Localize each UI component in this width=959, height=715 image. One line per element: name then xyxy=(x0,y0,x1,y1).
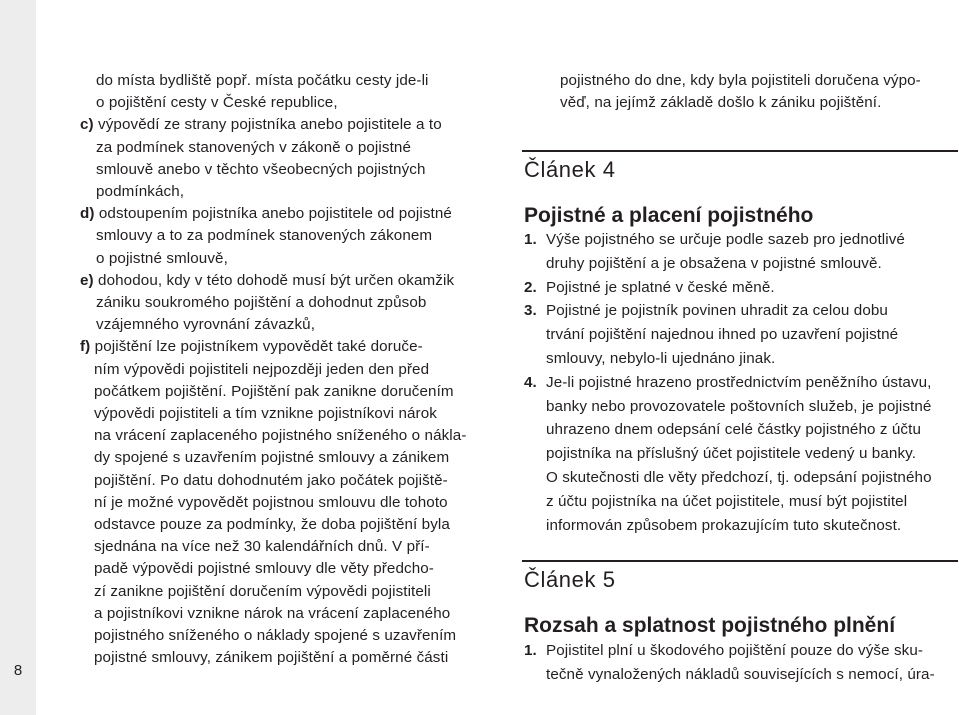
line-text: odstoupením pojistníka anebo pojistitele od pojistné xyxy=(94,205,452,223)
line-text: zániku soukromého pojištění a dohodnut způsob xyxy=(96,294,427,311)
line-text: dy spojené s uzavřením pojistné smlouvy a zánikem xyxy=(94,449,450,467)
list-line-text: tečně vynaložených nákladů souvisejících s nemocí, úra- xyxy=(546,665,935,683)
intro-line: věď, na jejímž základě došlo k zániku pojištění. xyxy=(560,94,882,111)
text-line xyxy=(80,336,423,358)
list-line-text: informován způsobem prokazujícím tuto skutečnost. xyxy=(546,516,902,534)
list-line-text: pojistníka na příslušný účet pojistitele vedený u banky. xyxy=(546,445,917,463)
text-line xyxy=(94,536,430,558)
text-line xyxy=(96,137,411,159)
page-margin-strip xyxy=(0,0,36,715)
list-line-text: z účtu pojistníka na účet pojistitele, musí být pojistitel xyxy=(546,492,908,510)
list-line-text: Pojistné je splatné v české měně. xyxy=(546,278,775,296)
line-text: padě výpovědi pojistné smlouvy dle věty předcho- xyxy=(94,560,434,578)
line-text: sjednána na více než 30 kalendářních dnů. V pří- xyxy=(94,538,430,556)
text-line xyxy=(94,447,449,469)
list-number: 4. xyxy=(524,373,537,391)
list-number: 2. xyxy=(524,278,537,296)
text-line xyxy=(96,248,228,270)
text-line xyxy=(96,292,426,314)
text-line xyxy=(94,359,429,381)
text-line xyxy=(80,270,454,292)
list-line-text: druhy pojištění a je obsažena v pojistné smlouvě. xyxy=(546,254,882,272)
text-line xyxy=(94,403,437,425)
line-text: smlouvy a to za podmínek stanovených zákonem xyxy=(96,227,433,245)
text-line xyxy=(94,492,448,514)
line-text: do místa bydliště popř. místa počátku cesty jde-li xyxy=(96,72,429,89)
line-text: za podmínek stanovených v zákoně o pojistné xyxy=(96,138,411,156)
line-text: zí zanikne pojištění doručením výpovědi pojistiteli xyxy=(94,582,431,600)
line-text: na vrácení zaplaceného pojistného sníženého o náklа- xyxy=(94,427,467,445)
line-text: počátkem pojištění. Pojištění pak zanikne doručením xyxy=(94,382,454,400)
line-text: o pojištění cesty v České republice, xyxy=(96,94,338,112)
list-number: 3. xyxy=(524,302,537,320)
text-line xyxy=(94,425,467,447)
text-line xyxy=(80,114,442,136)
text-line xyxy=(94,603,450,625)
list-label: d) xyxy=(80,205,95,223)
line-text: vzájemného vyrovnání závazků, xyxy=(96,316,316,334)
line-text: o pojistné smlouvě, xyxy=(96,249,228,267)
list-line-text: Pojistitel plní u škodového pojištění pouze do výše sku- xyxy=(546,642,924,659)
article4-heading: Článek 4 xyxy=(524,157,616,182)
article4-rule xyxy=(522,150,958,152)
line-text: smlouvě anebo v těchto všeobecných pojistných xyxy=(96,160,426,178)
text-line xyxy=(96,314,315,336)
line-text: ní je možné vypovědět pojistnou smlouvu dle tohoto xyxy=(94,493,448,511)
text-line xyxy=(96,225,432,247)
list-number: 1. xyxy=(524,231,537,248)
list-line-text: Pojistné je pojistník povinen uhradit za celou dobu xyxy=(546,302,888,320)
list-label: c) xyxy=(80,116,94,134)
text-line xyxy=(94,381,454,403)
text-line xyxy=(94,558,434,580)
list-line-text: Výše pojistného se určuje podle sazeb pro jednotlivé xyxy=(546,231,905,248)
text-line xyxy=(80,203,452,225)
line-text: výpovědí ze strany pojistníka anebo pojistitele a to xyxy=(93,116,442,134)
line-text: odstavce pouze za podmínky, že doba pojištění byla xyxy=(94,516,450,533)
text-line xyxy=(94,514,450,536)
text-line xyxy=(96,181,184,203)
line-text: pojistné smlouvy, zánikem pojištění a poměrné části xyxy=(94,649,449,667)
text-line xyxy=(94,647,448,669)
article5-heading: Článek 5 xyxy=(524,567,616,592)
text-line xyxy=(94,625,456,647)
article5-title: Rozsah a splatnost pojistného plnění xyxy=(524,614,896,637)
list-label: e) xyxy=(80,271,94,289)
line-text: dohodou, kdy v této dohodě musí být určen okamžik xyxy=(93,271,455,289)
text-line xyxy=(94,581,431,603)
article4-title: Pojistné a placení pojistného xyxy=(524,204,814,227)
line-text: ním výpovědi pojistiteli nejpozději jeden den před xyxy=(94,360,430,378)
line-text: podmínkách, xyxy=(96,183,185,200)
line-text: pojištění lze pojistníkem vypovědět také doruče- xyxy=(90,338,423,356)
text-line xyxy=(96,92,338,114)
list-line-text: smlouvy, nebylo-li ujednáno jinak. xyxy=(546,350,776,367)
text-line xyxy=(94,470,448,492)
list-line-text: uhrazeno dnem odepsání celé částky pojistného z účtu xyxy=(546,421,921,439)
article5-rule xyxy=(522,560,958,562)
list-line-text: trvání pojištění najednou ihned po uzavření pojistné xyxy=(546,326,899,344)
line-text: výpovědi pojistiteli a tím vznikne pojistníkovi nárok xyxy=(94,405,437,422)
text-line xyxy=(96,159,426,181)
line-text: a pojistníkovi vznikne nárok na vrácení zaplaceného xyxy=(94,604,451,622)
page-number: 8 xyxy=(13,662,23,679)
text-line xyxy=(96,70,429,92)
list-line-text: O skutečnosti dle věty předchozí, tj. odepsání pojistného xyxy=(546,469,932,486)
list-label: f) xyxy=(80,338,91,356)
intro-line: pojistného do dne, kdy byla pojistiteli doručena výpo- xyxy=(560,72,921,89)
list-line-text: Je-li pojistné hrazeno prostřednictvím peněžního ústavu, xyxy=(546,373,932,391)
line-text: pojištění. Po datu dohodnutém jako počátek pojiště- xyxy=(94,471,448,489)
list-number: 1. xyxy=(524,642,537,659)
list-line-text: banky nebo provozovatele poštovních služeb, je pojistné xyxy=(546,397,932,415)
line-text: pojistného sníženého o náklady spojené s uzavřením xyxy=(94,627,457,644)
